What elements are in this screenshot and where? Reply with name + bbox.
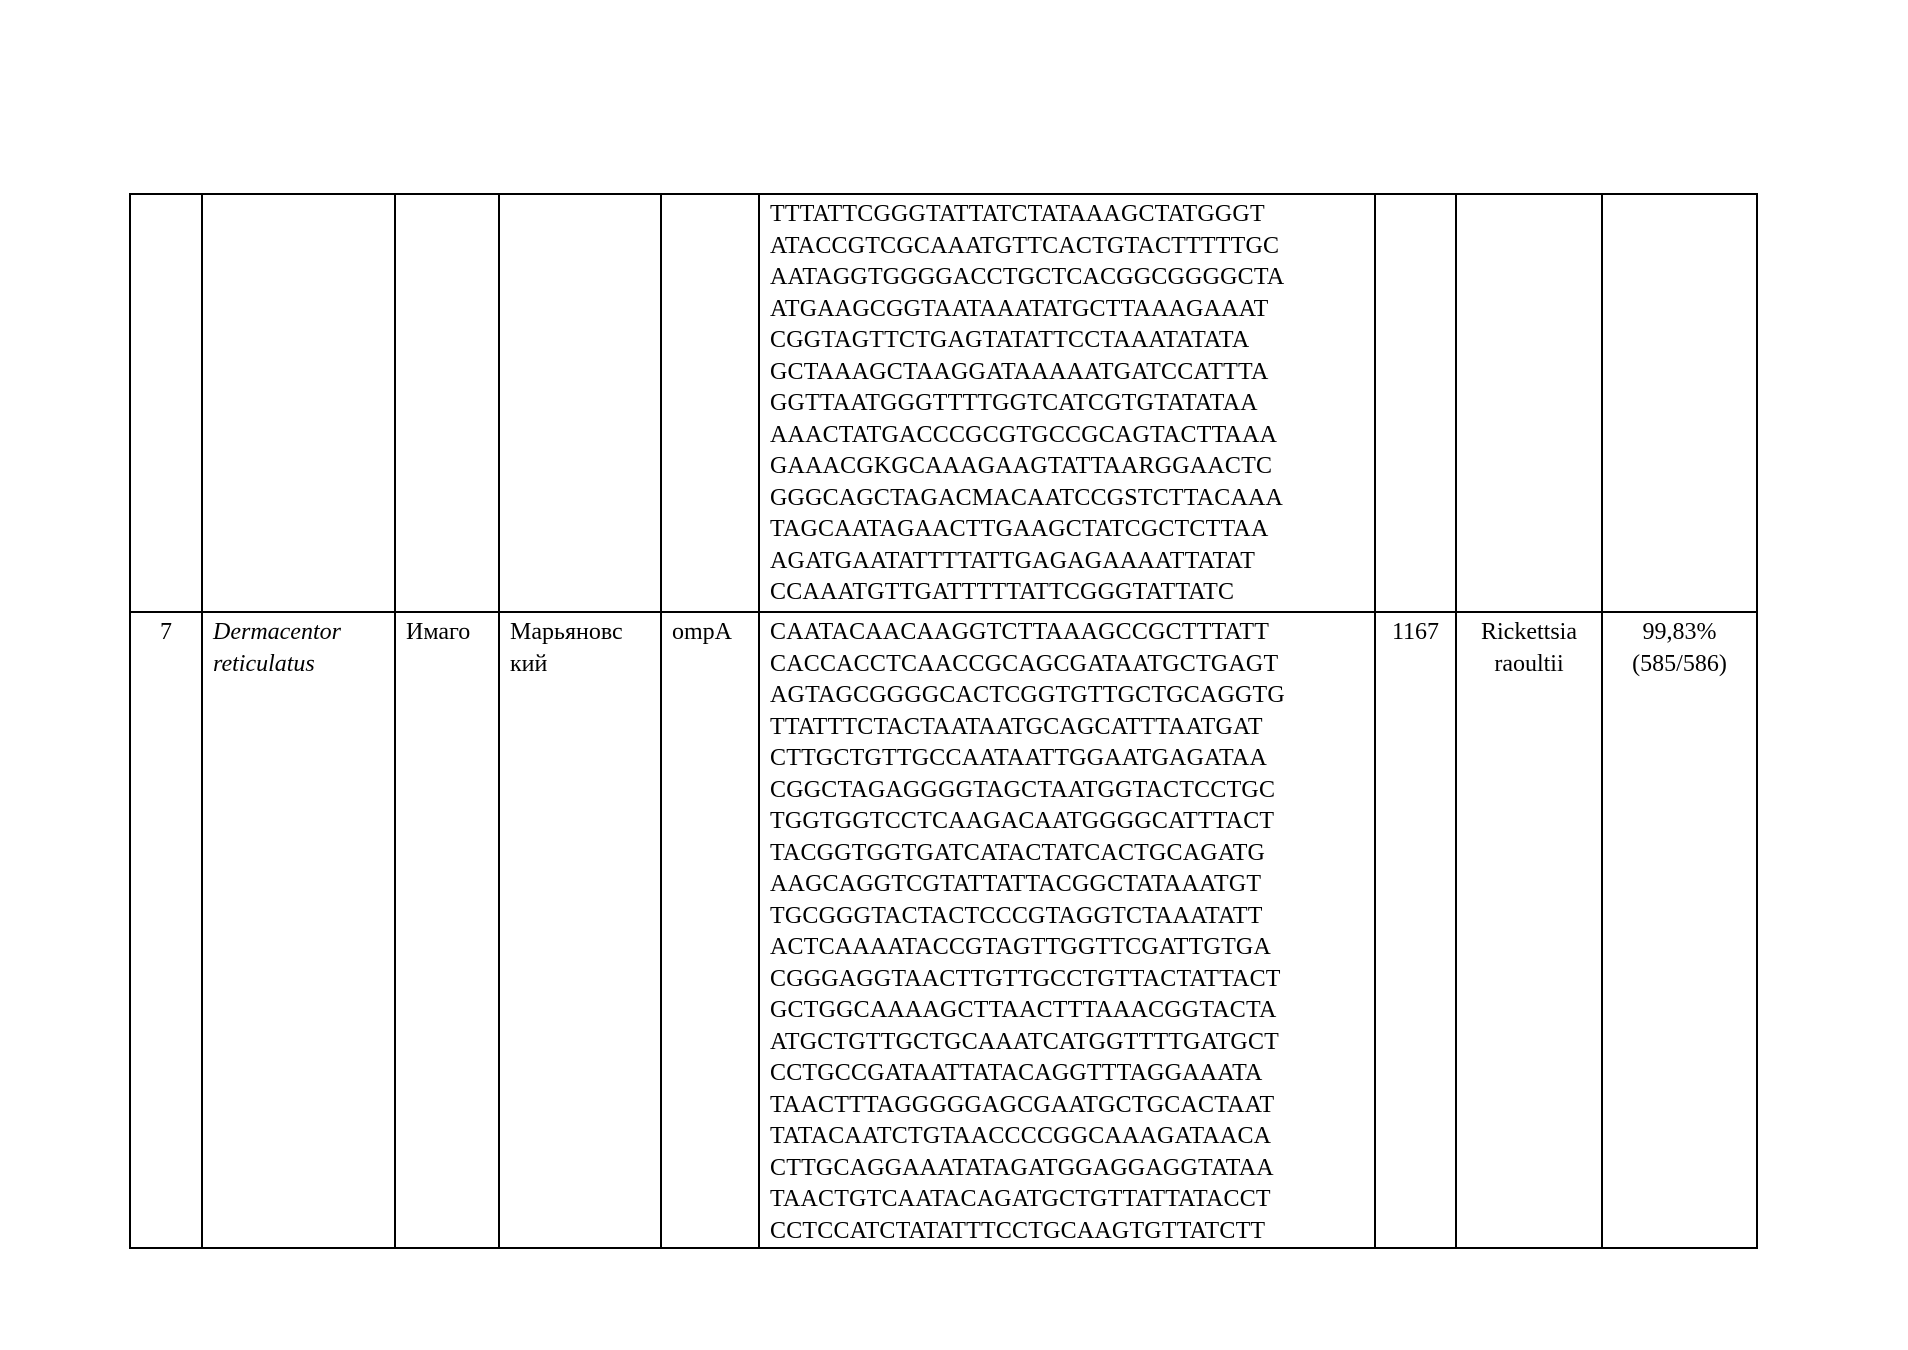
sequence-line: ATGAAGCGGTAATAAATATGCTTAAAGAAAT xyxy=(770,295,1269,322)
cell-location xyxy=(499,612,661,1248)
stage-text: Имаго xyxy=(406,619,471,645)
cell-length xyxy=(1375,612,1456,1248)
identity-line2: (585/586) xyxy=(1632,650,1727,677)
sequence-line: ATGCTGTTGCTGCAAATCATGGTTTTGATGCT xyxy=(770,1028,1280,1055)
sequence-line: TAACTTTAGGGGGAGCGAATGCTGCACTAAT xyxy=(770,1091,1275,1118)
sequence-line: CGGCTAGAGGGGTAGCTAATGGTACTCCTGC xyxy=(770,776,1276,803)
row-number: 7 xyxy=(160,619,172,645)
length-text: 1167 xyxy=(1391,619,1440,645)
cell-stage xyxy=(395,612,499,1248)
location-line1: Марьяновс xyxy=(510,619,623,645)
sequence-line: GGGCAGCTAGACMACAATCCGSTCTTACAAA xyxy=(770,484,1284,511)
sequence-line: CACCACCTCAACCGCAGCGATAATGCTGAGT xyxy=(770,650,1279,677)
match-line1: Rickettsia xyxy=(1481,619,1577,645)
cell-stage xyxy=(395,194,499,612)
sequence-line: TGGTGGTCCTCAAGACAATGGGGCATTTACT xyxy=(770,808,1275,834)
cell-gene xyxy=(661,612,759,1248)
sequence-line: TAGCAATAGAACTTGAAGCTATCGCTCTTAA xyxy=(770,516,1269,542)
sequence-line: CCTGCCGATAATTATACAGGTTTAGGAAATA xyxy=(770,1060,1263,1086)
cell-gene xyxy=(661,194,759,612)
table-row-continuation xyxy=(130,194,1757,612)
cell-sequence xyxy=(759,612,1375,1248)
sequence-line: GCTAAAGCTAAGGATAAAAATGATCCATTTA xyxy=(770,358,1269,385)
sequence-line: TGCGGGTACTACTCCCGTAGGTCTAAATATT xyxy=(770,902,1263,929)
sequence-line: ACTCAAAATACCGTAGTTGGTTCGATTGTGA xyxy=(770,934,1271,960)
sequence-line: CTTGCAGGAAATATAGATGGAGGAGGTATAA xyxy=(770,1154,1274,1181)
sequence-line: CTTGCTGTTGCCAATAATTGGAATGAGATAA xyxy=(770,745,1267,771)
sequence-line: CCTCCATCTATATTTCCTGCAAGTGTTATCTT xyxy=(770,1217,1266,1244)
sequence-line: TACGGTGGTGATCATACTATCACTGCAGATG xyxy=(770,839,1266,866)
table-row-7 xyxy=(130,612,1757,1248)
sequence-line: TAACTGTCAATACAGATGCTGTTATTATACCT xyxy=(770,1186,1271,1212)
sequence-line: GCTGGCAAAAGCTTAACTTTAAACGGTACTA xyxy=(770,997,1277,1023)
sequence-line: TTTATTCGGGTATTATCTATAAAGCTATGGGT xyxy=(770,201,1265,227)
cell-number xyxy=(130,194,202,612)
cell-sequence xyxy=(759,194,1375,612)
cell-identity xyxy=(1602,612,1757,1248)
identity-line1: 99,83% xyxy=(1642,619,1717,645)
sequence-line: CGGTAGTTCTGAGTATATTCCTAAATATATA xyxy=(770,327,1250,353)
cell-match xyxy=(1456,612,1602,1248)
gene-text: ompA xyxy=(672,619,732,645)
sequence-line: ATACCGTCGCAAATGTTCACTGTACTTTTTGC xyxy=(770,232,1280,259)
cell-match xyxy=(1456,194,1602,612)
sequence-line: CAATACAACAAGGTCTTAAAGCCGCTTTATT xyxy=(770,619,1270,645)
match-line2: raoultii xyxy=(1494,650,1564,677)
sequence-line: TTATTTCTACTAATAATGCAGCATTTAATGAT xyxy=(770,713,1263,740)
sequence-line: GGTTAATGGGTTTTGGTCATCGTGTATATAA xyxy=(770,390,1258,416)
location-line2: кий xyxy=(510,650,548,677)
sequence-results-table xyxy=(129,193,1758,1249)
sequence-line: CCAAATGTTGATTTTTATTCGGGTATTATC xyxy=(770,579,1235,605)
cell-length xyxy=(1375,194,1456,612)
cell-identity xyxy=(1602,194,1757,612)
sequence-line: AATAGGTGGGGACCTGCTCACGGCGGGGCTA xyxy=(770,264,1285,290)
sequence-line: CGGGAGGTAACTTGTTGCCTGTTACTATTACT xyxy=(770,965,1281,992)
sequence-line: TATACAATCTGTAACCCCGGCAAAGATAACA xyxy=(770,1123,1272,1149)
sequence-line: AGTAGCGGGGCACTCGGTGTTGCTGCAGGTG xyxy=(770,682,1285,708)
cell-species xyxy=(202,612,395,1248)
cell-location xyxy=(499,194,661,612)
sequence-line: GAAACGKGCAAAGAAGTATTAARGGAACTC xyxy=(770,453,1273,479)
cell-number xyxy=(130,612,202,1248)
sequence-line: AAACTATGACCCGCGTGCCGCAGTACTTAAA xyxy=(770,421,1278,448)
cell-species xyxy=(202,194,395,612)
species-name-line2: reticulatus xyxy=(213,650,315,677)
species-name-line1: Dermacentor xyxy=(213,619,341,645)
sequence-line: AGATGAATATTTTATTGAGAGAAAATTATAT xyxy=(770,547,1256,574)
sequence-line: AAGCAGGTCGTATTATTACGGCTATAAATGT xyxy=(770,871,1262,897)
